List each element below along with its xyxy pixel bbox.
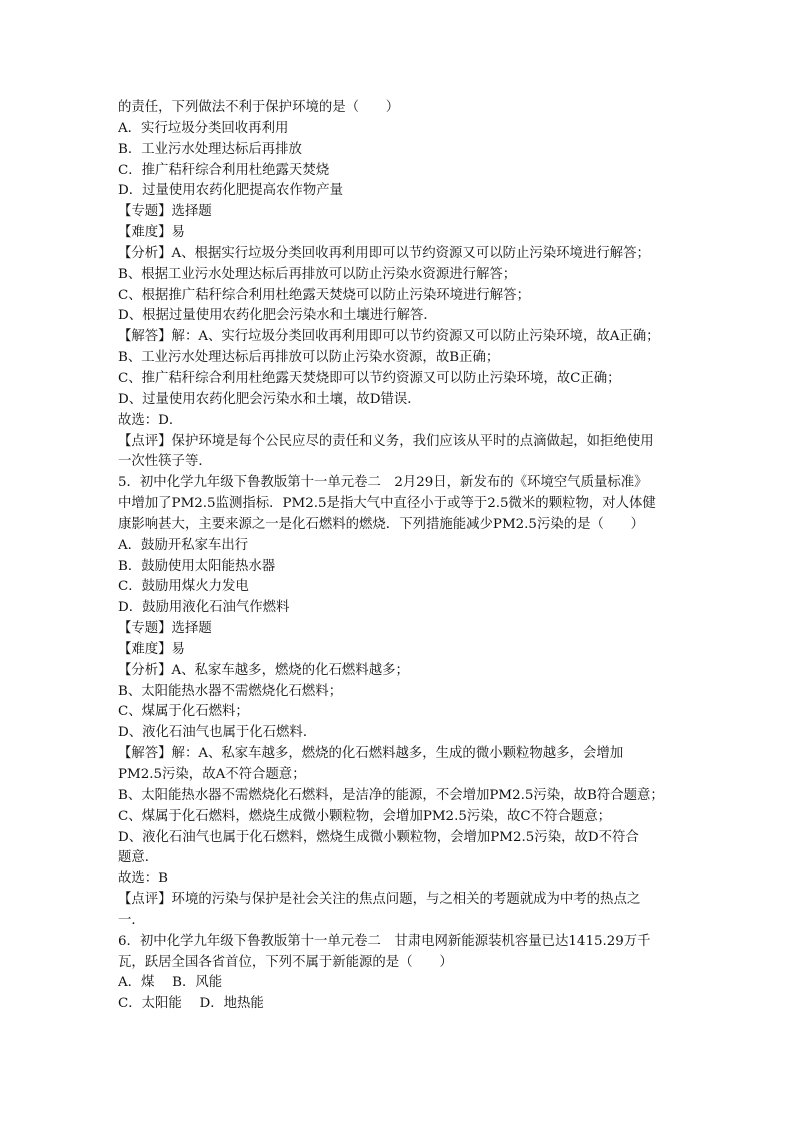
answer-line: C、推广秸秆综合利用杜绝露天焚烧即可以节约资源又可以防止污染环境，故C正确；: [118, 370, 621, 386]
answer-line: 题意．: [118, 850, 159, 866]
analysis-line: D、液化石油气也属于化石燃料．: [118, 725, 317, 741]
option-a: A．实行垃圾分类回收再利用: [118, 120, 289, 136]
analysis-line: B、太阳能热水器不需燃烧化石燃料；: [118, 683, 343, 699]
comment-line: 【点评】保护环境是每个公民应尽的责任和义务，我们应该从平时的点滴做起，如拒绝使用: [118, 433, 654, 449]
option-ab: A．煤 B．风能: [118, 975, 223, 991]
question-5-line: 中增加了PM2.5监测指标．PM2.5是指大气中直径小于或等于2.5微米的颗粒物，对人体健: [118, 496, 656, 512]
option-d: D．过量使用农药化肥提高农作物产量: [118, 183, 343, 199]
option-cd: C．太阳能 D．地热能: [118, 996, 264, 1012]
analysis-line: 【分析】A、根据实行垃圾分类回收再利用即可以节约资源又可以防止污染环境进行解答；: [118, 245, 650, 261]
comment-line: 一．: [118, 912, 145, 928]
option-c: C．推广秸秆综合利用杜绝露天焚烧: [118, 162, 330, 178]
choice-line: 故选：B: [118, 871, 169, 887]
answer-line: 【解答】解：A、私家车越多，燃烧的化石燃料越多，生成的微小颗粒物越多，会增加: [118, 746, 624, 762]
document-page: [118, 98, 678, 1015]
answer-line: D、液化石油气也属于化石燃料，燃烧生成微小颗粒物，会增加PM2.5污染，故D不符合: [118, 829, 639, 845]
analysis-line: B、根据工业污水处理达标后再排放可以防止污染水资源进行解答；: [118, 266, 517, 282]
option-d: D．鼓励用液化石油气作燃料: [118, 600, 290, 616]
question-5-line: 康影响甚大，主要来源之一是化石燃料的燃烧．下列措施能减少PM2.5污染的是（ ）: [118, 516, 645, 532]
analysis-line: D、根据过量使用农药化肥会污染水和土壤进行解答．: [118, 308, 437, 324]
question-5-line: 5．初中化学九年级下鲁教版第十一单元卷二 2月29日，新发布的《环境空气质量标准》: [118, 475, 648, 491]
answer-line: PM2.5污染，故A不符合题意；: [118, 767, 306, 782]
analysis-line: C、根据推广秸秆综合利用杜绝露天焚烧可以防止污染环境进行解答；: [118, 287, 530, 303]
option-b: B．工业污水处理达标后再排放: [118, 141, 302, 157]
answer-line: D、过量使用农药化肥会污染水和土壤，故D错误．: [118, 391, 421, 407]
analysis-line: C、煤属于化石燃料；: [118, 704, 249, 720]
answer-line: 【解答】解：A、实行垃圾分类回收再利用即可以节约资源又可以防止污染环境，故A正确；: [118, 329, 660, 345]
option-b: B．鼓励使用太阳能热水器: [118, 558, 276, 574]
question-6-line: 瓦，跃居全国各省首位，下列不属于新能源的是（ ）: [118, 954, 453, 970]
choice-line: 故选：D．: [118, 412, 183, 428]
text-line: 的责任，下列做法不利于保护环境的是（ ）: [118, 100, 400, 115]
option-a: A．鼓励开私家车出行: [118, 537, 249, 553]
answer-line: B、工业污水处理达标后再排放可以防止污染水资源，故B正确；: [118, 350, 500, 366]
comment-line: 【点评】环境的污染与保护是社会关注的焦点问题，与之相关的考题就成为中考的热点之: [118, 892, 641, 908]
answer-line: B、太阳能热水器不需燃烧化石燃料，是洁净的能源，不会增加PM2.5污染，故B符合题意；: [118, 787, 664, 803]
analysis-line: 【分析】A、私家车越多，燃烧的化石燃料越多；: [118, 662, 409, 678]
question-6-line: 6．初中化学九年级下鲁教版第十一单元卷二 甘肃电网新能源装机容量已达1415.29万千: [118, 933, 651, 949]
difficulty-line: 【难度】易: [118, 225, 185, 241]
topic-line: 【专题】选择题: [118, 621, 212, 637]
comment-line: 一次性筷子等．: [118, 454, 212, 470]
answer-line: C、煤属于化石燃料，燃烧生成微小颗粒物，会增加PM2.5污染，故C不符合题意；: [118, 808, 612, 824]
topic-line: 【专题】选择题: [118, 204, 212, 220]
difficulty-line: 【难度】易: [118, 641, 185, 657]
option-c: C．鼓励用煤火力发电: [118, 579, 249, 595]
